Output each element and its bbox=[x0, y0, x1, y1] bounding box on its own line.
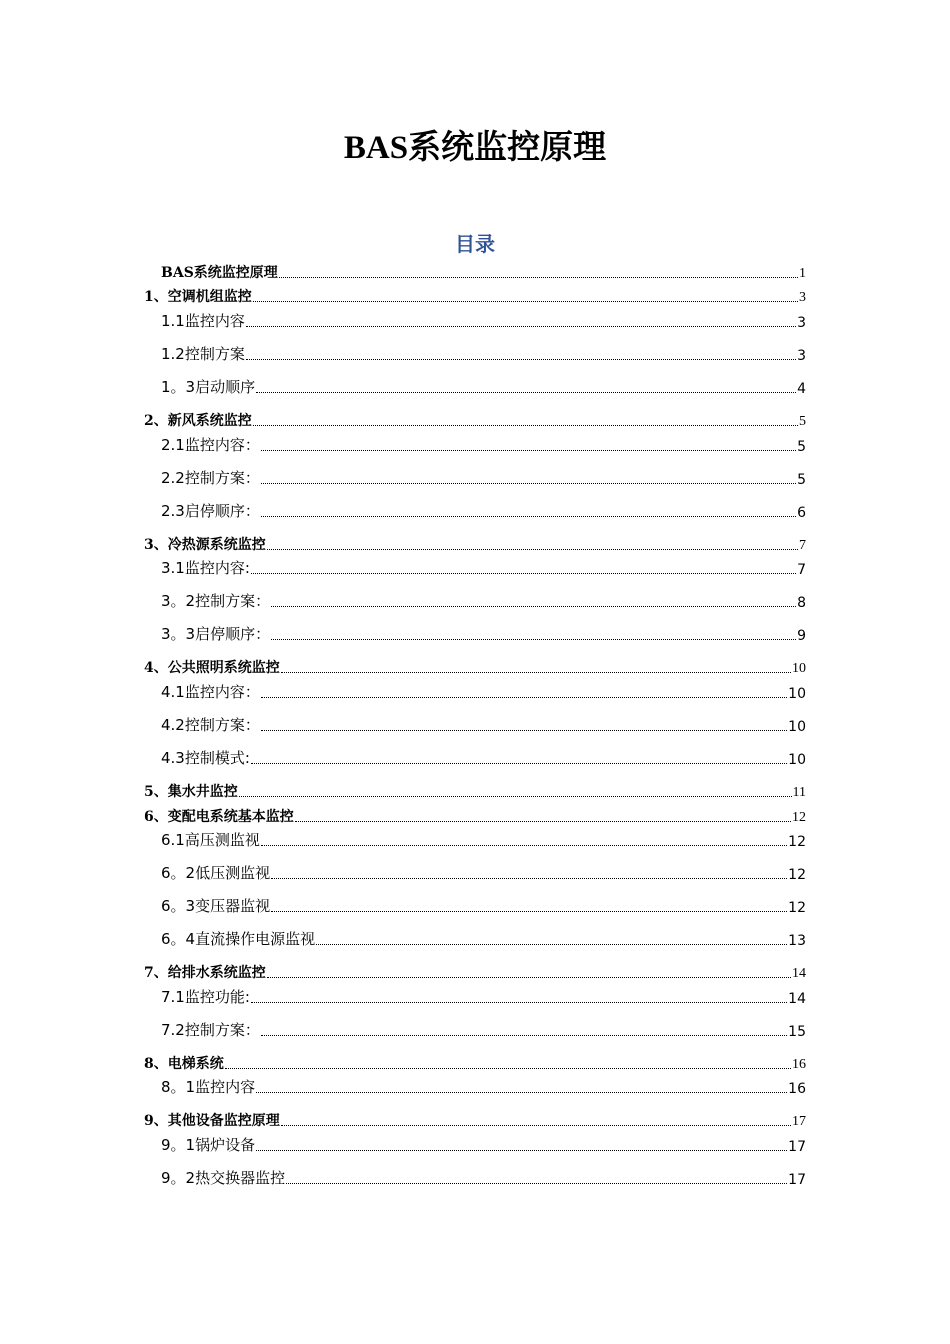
toc-page-number: 5 bbox=[797, 472, 806, 488]
toc-dot-leader bbox=[316, 940, 787, 945]
toc-entry-title: 9、其他设备监控原理 bbox=[144, 1113, 280, 1129]
toc-dot-leader bbox=[251, 569, 796, 574]
toc-entry[interactable] bbox=[161, 435, 806, 455]
toc-entry-title: 3.1监控内容: bbox=[161, 559, 250, 577]
toc-page-number: 16 bbox=[788, 1081, 806, 1097]
toc-page-number: 16 bbox=[792, 1057, 806, 1072]
toc-page-number: 10 bbox=[788, 719, 806, 735]
toc-dot-leader bbox=[295, 817, 791, 822]
toc-dot-leader bbox=[246, 322, 796, 327]
toc-entry-title: 2.2控制方案： bbox=[161, 469, 260, 487]
toc-page-number: 17 bbox=[788, 1139, 806, 1155]
toc-page-number: 17 bbox=[788, 1172, 806, 1188]
toc-entry-title: 2.3启停顺序： bbox=[161, 502, 260, 520]
toc-entry[interactable] bbox=[144, 781, 806, 801]
toc-page-number: 12 bbox=[792, 810, 806, 825]
toc-entry-title: 4、公共照明系统监控 bbox=[144, 660, 280, 676]
toc-page-number: 10 bbox=[792, 661, 806, 676]
toc-entry-title: 6.1高压测监视 bbox=[161, 831, 260, 849]
toc-page-number: 5 bbox=[799, 414, 806, 429]
toc-entry-title: 9。2热交换器监控 bbox=[161, 1169, 286, 1187]
toc-dot-leader bbox=[261, 841, 787, 846]
toc-dot-leader bbox=[256, 388, 796, 393]
toc-page-number: 7 bbox=[797, 562, 806, 578]
toc-dot-leader bbox=[251, 759, 787, 764]
toc-entry-title: 7.1监控功能: bbox=[161, 988, 250, 1006]
toc-dot-leader bbox=[253, 297, 798, 302]
toc-page-number: 7 bbox=[799, 538, 806, 553]
toc-dot-leader bbox=[271, 907, 787, 912]
toc-entry-title: 3。2控制方案： bbox=[161, 592, 271, 610]
toc-entry[interactable] bbox=[161, 591, 806, 611]
toc-entry-title: 4.2控制方案： bbox=[161, 716, 260, 734]
toc-dot-leader bbox=[261, 479, 796, 484]
toc-entry[interactable] bbox=[161, 1168, 806, 1188]
toc-dot-leader bbox=[286, 1179, 787, 1184]
toc-entry[interactable] bbox=[161, 748, 806, 768]
toc-page-number: 15 bbox=[788, 1024, 806, 1040]
toc-page-number: 3 bbox=[797, 348, 806, 364]
toc-entry[interactable] bbox=[144, 1110, 806, 1130]
toc-dot-leader bbox=[261, 1031, 787, 1036]
toc-dot-leader bbox=[281, 668, 791, 673]
toc-entry[interactable] bbox=[161, 682, 806, 702]
toc-dot-leader bbox=[261, 726, 787, 731]
toc-page-number: 11 bbox=[792, 785, 806, 800]
toc-dot-leader bbox=[239, 792, 792, 797]
toc-dot-leader bbox=[279, 273, 798, 278]
toc-page-number: 12 bbox=[788, 834, 806, 850]
toc-entry[interactable] bbox=[161, 311, 806, 331]
toc-page-number: 1 bbox=[799, 266, 806, 281]
toc-entry[interactable] bbox=[144, 410, 806, 430]
toc-entry-title: 6。2低压测监视 bbox=[161, 864, 271, 882]
toc-entry-title: 8。1监控内容 bbox=[161, 1078, 256, 1096]
toc-entry-title: 6。4直流操作电源监视 bbox=[161, 930, 316, 948]
toc-entry-title: 3。3启停顺序： bbox=[161, 625, 271, 643]
toc-page-number: 12 bbox=[788, 900, 806, 916]
toc-page-number: 12 bbox=[788, 867, 806, 883]
toc-dot-leader bbox=[225, 1064, 791, 1069]
toc-entry[interactable] bbox=[144, 534, 806, 554]
toc-entry-title: 7.2控制方案： bbox=[161, 1021, 260, 1039]
toc-dot-leader bbox=[267, 973, 791, 978]
toc-dot-leader bbox=[256, 1088, 787, 1093]
toc-page-number: 14 bbox=[792, 966, 806, 981]
toc-entry-title: 1.2控制方案 bbox=[161, 345, 245, 363]
toc-entry[interactable] bbox=[144, 657, 806, 677]
toc-dot-leader bbox=[261, 512, 796, 517]
toc-entry[interactable] bbox=[161, 929, 806, 949]
toc-dot-leader bbox=[281, 1121, 791, 1126]
toc-dot-leader bbox=[271, 602, 796, 607]
toc-entry[interactable] bbox=[161, 896, 806, 916]
toc-entry-title: 3、冷热源系统监控 bbox=[144, 537, 266, 553]
toc-page-number: 8 bbox=[797, 595, 806, 611]
toc-entry[interactable] bbox=[161, 262, 806, 282]
toc-entry[interactable] bbox=[161, 715, 806, 735]
toc-entry[interactable] bbox=[144, 1053, 806, 1073]
toc-entry[interactable] bbox=[144, 962, 806, 982]
toc-entry[interactable] bbox=[161, 344, 806, 364]
toc-page-number: 10 bbox=[788, 686, 806, 702]
toc-page-number: 3 bbox=[799, 290, 806, 305]
toc-page-number: 17 bbox=[792, 1114, 806, 1129]
toc-dot-leader bbox=[246, 355, 796, 360]
toc-page-number: 6 bbox=[797, 505, 806, 521]
toc-dot-leader bbox=[271, 874, 787, 879]
toc-page-number: 10 bbox=[788, 752, 806, 768]
toc-entry-title: 8、电梯系统 bbox=[144, 1056, 224, 1072]
toc-page-number: 14 bbox=[788, 991, 806, 1007]
toc-entry[interactable] bbox=[161, 830, 806, 850]
toc-dot-leader bbox=[256, 1146, 787, 1151]
toc-dot-leader bbox=[251, 998, 787, 1003]
toc-entry[interactable] bbox=[161, 468, 806, 488]
toc-page-number: 3 bbox=[797, 315, 806, 331]
document-title: BAS系统监控原理 bbox=[343, 130, 607, 166]
toc-entry-title: 1。3启动顺序 bbox=[161, 378, 256, 396]
toc-page-number: 5 bbox=[797, 439, 806, 455]
toc-entry-title: 6、变配电系统基本监控 bbox=[144, 809, 294, 825]
toc-entry-title: 2.1监控内容： bbox=[161, 436, 260, 454]
toc-entry[interactable] bbox=[144, 806, 806, 826]
toc-entry[interactable] bbox=[161, 624, 806, 644]
toc-entry[interactable] bbox=[161, 558, 806, 578]
toc-entry-title: BAS系统监控原理 bbox=[161, 265, 278, 281]
toc-dot-leader bbox=[271, 635, 796, 640]
toc-entry-title: 6。3变压器监视 bbox=[161, 897, 271, 915]
toc-entry[interactable] bbox=[161, 1135, 806, 1155]
toc-entry[interactable] bbox=[161, 1020, 806, 1040]
toc-entry[interactable] bbox=[161, 1077, 806, 1097]
toc-page-number: 13 bbox=[788, 933, 806, 949]
toc-entry-title: 7、给排水系统监控 bbox=[144, 965, 266, 981]
toc-dot-leader bbox=[253, 421, 798, 426]
toc-page-number: 9 bbox=[797, 628, 806, 644]
toc-heading: 目录 bbox=[455, 232, 495, 256]
toc-entry-title: 2、新风系统监控 bbox=[144, 413, 252, 429]
toc-entry[interactable] bbox=[161, 863, 806, 883]
toc-entry-title: 9。1锅炉设备 bbox=[161, 1136, 256, 1154]
toc-entry-title: 4.3控制模式: bbox=[161, 749, 250, 767]
toc-dot-leader bbox=[261, 693, 787, 698]
toc-entry[interactable] bbox=[144, 286, 806, 306]
toc-entry[interactable] bbox=[161, 501, 806, 521]
toc-entry[interactable] bbox=[161, 377, 806, 397]
toc-entry[interactable] bbox=[161, 987, 806, 1007]
toc-entry-title: 5、集水井监控 bbox=[144, 784, 238, 800]
toc-dot-leader bbox=[261, 446, 796, 451]
toc-page-number: 4 bbox=[797, 381, 806, 397]
toc-entry-title: 4.1监控内容： bbox=[161, 683, 260, 701]
toc-entry-title: 1.1监控内容 bbox=[161, 312, 245, 330]
toc-dot-leader bbox=[267, 545, 798, 550]
toc-entry-title: 1、空调机组监控 bbox=[144, 289, 252, 305]
